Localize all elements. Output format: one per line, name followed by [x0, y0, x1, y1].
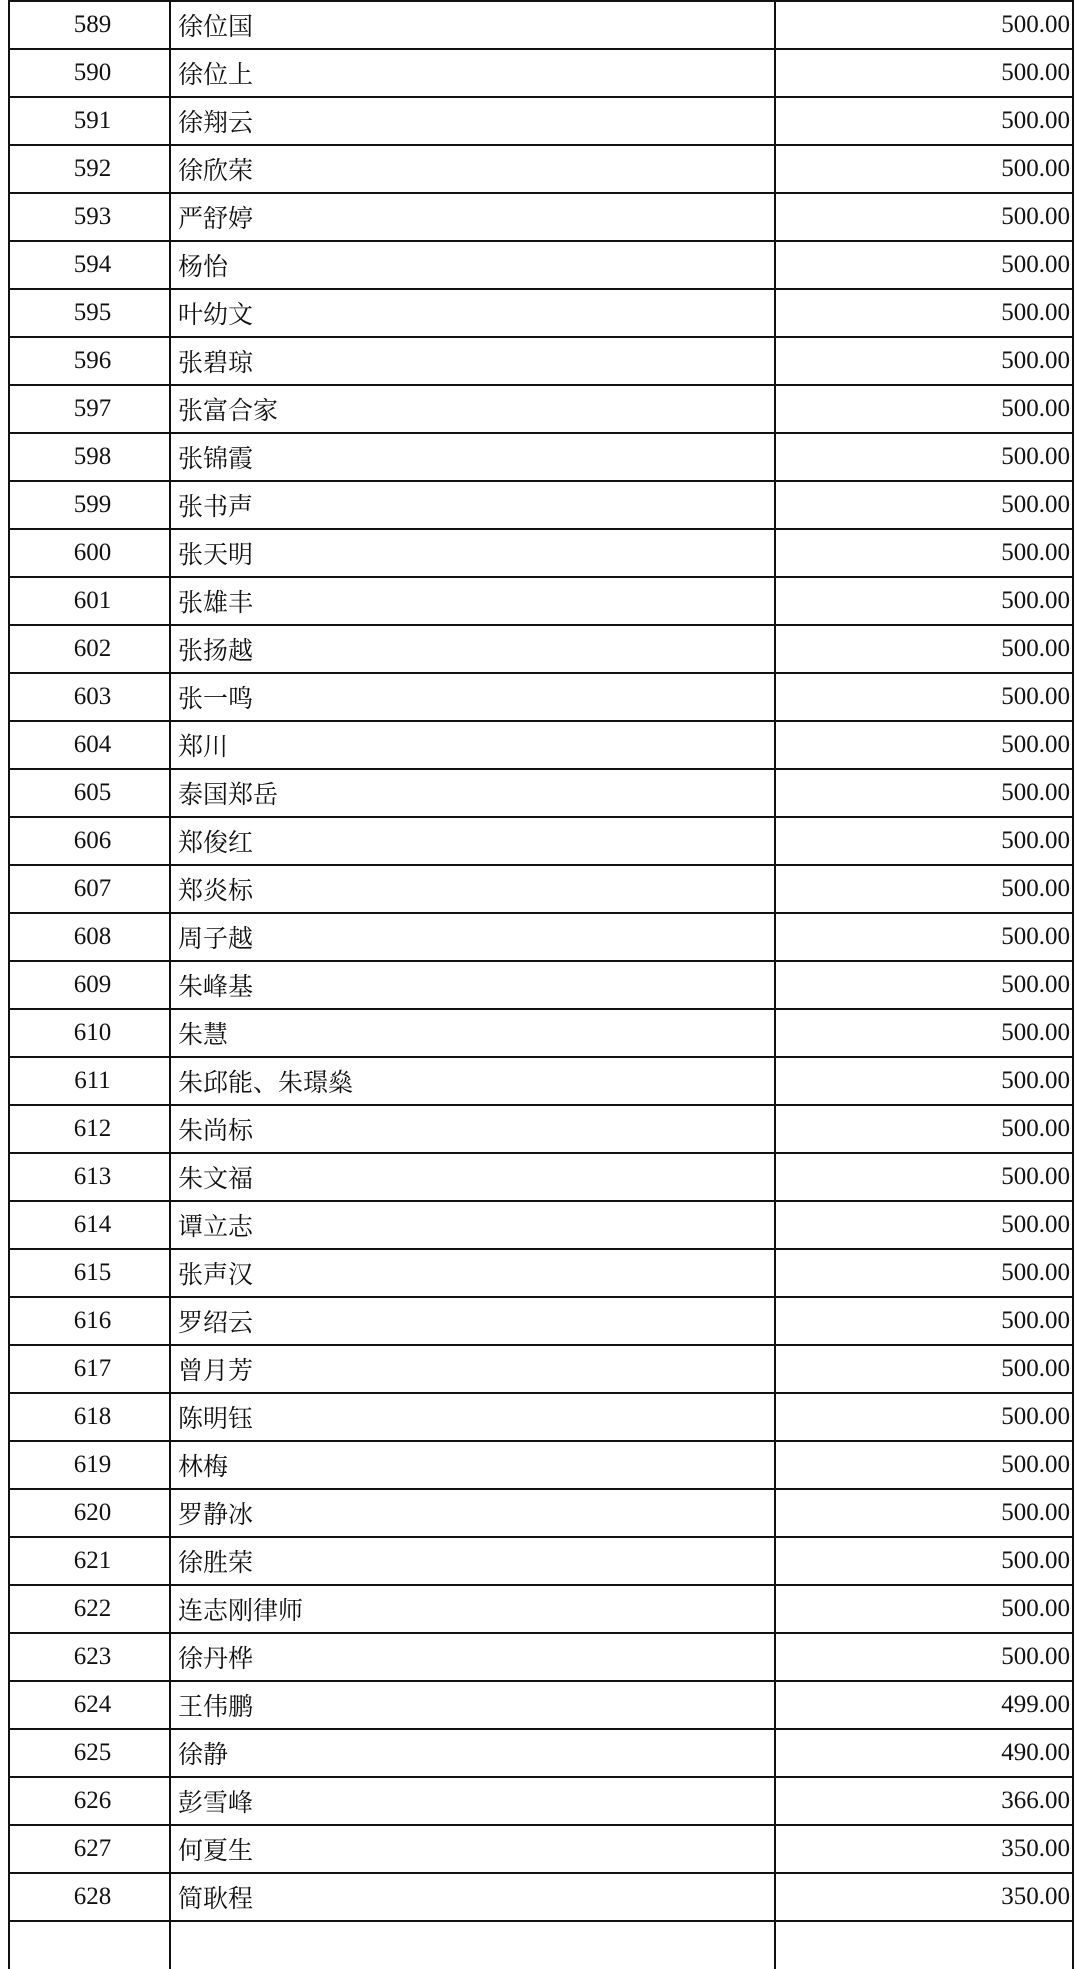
donor-name-cell: 罗静冰 [170, 1489, 775, 1537]
table-row [9, 97, 1073, 145]
donor-name-cell: 张扬越 [170, 625, 775, 673]
donor-name-cell: 张书声 [170, 481, 775, 529]
row-number-cell: 607 [9, 865, 170, 913]
amount-cell: 500.00 [775, 577, 1073, 625]
table-row [9, 1537, 1073, 1585]
table-row [9, 49, 1073, 97]
donor-name-cell: 简耿程 [170, 1873, 775, 1921]
donor-name-cell: 张富合家 [170, 385, 775, 433]
table-row [9, 577, 1073, 625]
table-row [9, 145, 1073, 193]
donor-name-cell: 徐翔云 [170, 97, 775, 145]
table-row [9, 865, 1073, 913]
amount-cell: 500.00 [775, 913, 1073, 961]
row-number-cell: 625 [9, 1729, 170, 1777]
table-row [9, 913, 1073, 961]
donor-name-cell: 林梅 [170, 1441, 775, 1489]
amount-cell: 500.00 [775, 1201, 1073, 1249]
donor-name-cell: 罗绍云 [170, 1297, 775, 1345]
row-number-cell: 618 [9, 1393, 170, 1441]
amount-cell: 500.00 [775, 529, 1073, 577]
amount-cell: 500.00 [775, 97, 1073, 145]
donor-name-cell: 徐欣荣 [170, 145, 775, 193]
table-row [9, 1489, 1073, 1537]
table-row [9, 1249, 1073, 1297]
row-number-cell: 627 [9, 1825, 170, 1873]
table-row [9, 1633, 1073, 1681]
donor-name-cell: 徐位上 [170, 49, 775, 97]
amount-cell: 500.00 [775, 1489, 1073, 1537]
table-row [9, 1, 1073, 49]
row-number-cell: 617 [9, 1345, 170, 1393]
row-number-cell: 602 [9, 625, 170, 673]
donor-name-cell: 郑炎标 [170, 865, 775, 913]
row-number-cell: 596 [9, 337, 170, 385]
amount-cell: 500.00 [775, 1393, 1073, 1441]
amount-cell: 500.00 [775, 337, 1073, 385]
row-number-cell: 616 [9, 1297, 170, 1345]
donor-name-cell: 陈明钰 [170, 1393, 775, 1441]
amount-cell: 500.00 [775, 1009, 1073, 1057]
amount-cell: 500.00 [775, 1105, 1073, 1153]
amount-cell: 500.00 [775, 769, 1073, 817]
donor-name-cell: 朱峰基 [170, 961, 775, 1009]
table-row [9, 1153, 1073, 1201]
table-row [9, 433, 1073, 481]
row-number-cell: 608 [9, 913, 170, 961]
donor-name-cell: 谭立志 [170, 1201, 775, 1249]
table-row [9, 673, 1073, 721]
empty-cell [9, 1921, 170, 1969]
row-number-cell: 601 [9, 577, 170, 625]
table-row [9, 385, 1073, 433]
amount-cell: 500.00 [775, 193, 1073, 241]
amount-cell: 500.00 [775, 241, 1073, 289]
row-number-cell: 620 [9, 1489, 170, 1537]
row-number-cell: 610 [9, 1009, 170, 1057]
empty-cell [775, 1921, 1073, 1969]
donor-name-cell: 周子越 [170, 913, 775, 961]
row-number-cell: 597 [9, 385, 170, 433]
table-row [9, 1441, 1073, 1489]
row-number-cell: 615 [9, 1249, 170, 1297]
row-number-cell: 613 [9, 1153, 170, 1201]
table-row [9, 289, 1073, 337]
row-number-cell: 626 [9, 1777, 170, 1825]
row-number-cell: 612 [9, 1105, 170, 1153]
amount-cell: 350.00 [775, 1873, 1073, 1921]
amount-cell: 500.00 [775, 1441, 1073, 1489]
amount-cell: 500.00 [775, 145, 1073, 193]
table-row [9, 817, 1073, 865]
amount-cell: 490.00 [775, 1729, 1073, 1777]
table-row-cutoff [9, 1921, 1073, 1969]
amount-cell: 500.00 [775, 1, 1073, 49]
empty-cell [170, 1921, 775, 1969]
donor-name-cell: 朱文福 [170, 1153, 775, 1201]
donor-name-cell: 徐位国 [170, 1, 775, 49]
donor-name-cell: 郑俊红 [170, 817, 775, 865]
donor-name-cell: 连志刚律师 [170, 1585, 775, 1633]
donor-name-cell: 徐胜荣 [170, 1537, 775, 1585]
amount-cell: 500.00 [775, 1249, 1073, 1297]
amount-cell: 500.00 [775, 673, 1073, 721]
donor-name-cell: 泰国郑岳 [170, 769, 775, 817]
table-row [9, 769, 1073, 817]
table-row [9, 1681, 1073, 1729]
donor-name-cell: 叶幼文 [170, 289, 775, 337]
row-number-cell: 606 [9, 817, 170, 865]
table-row [9, 193, 1073, 241]
table-row [9, 721, 1073, 769]
table-row [9, 481, 1073, 529]
donor-name-cell: 朱邱能、朱璟燊 [170, 1057, 775, 1105]
amount-cell: 500.00 [775, 1153, 1073, 1201]
row-number-cell: 621 [9, 1537, 170, 1585]
table-row [9, 529, 1073, 577]
row-number-cell: 605 [9, 769, 170, 817]
table-row [9, 1393, 1073, 1441]
row-number-cell: 603 [9, 673, 170, 721]
donor-name-cell: 朱尚标 [170, 1105, 775, 1153]
amount-cell: 500.00 [775, 1345, 1073, 1393]
amount-cell: 500.00 [775, 385, 1073, 433]
amount-cell: 500.00 [775, 625, 1073, 673]
donor-name-cell: 张天明 [170, 529, 775, 577]
donor-name-cell: 徐丹桦 [170, 1633, 775, 1681]
table-row [9, 1873, 1073, 1921]
table-row [9, 1105, 1073, 1153]
row-number-cell: 591 [9, 97, 170, 145]
donor-name-cell: 张声汉 [170, 1249, 775, 1297]
table-row [9, 1057, 1073, 1105]
donor-name-cell: 何夏生 [170, 1825, 775, 1873]
donor-name-cell: 曾月芳 [170, 1345, 775, 1393]
donation-table [8, 0, 1074, 1969]
donor-name-cell: 张雄丰 [170, 577, 775, 625]
table-row [9, 1729, 1073, 1777]
row-number-cell: 623 [9, 1633, 170, 1681]
amount-cell: 500.00 [775, 961, 1073, 1009]
row-number-cell: 589 [9, 1, 170, 49]
donor-name-cell: 张一鸣 [170, 673, 775, 721]
amount-cell: 500.00 [775, 1297, 1073, 1345]
row-number-cell: 595 [9, 289, 170, 337]
row-number-cell: 592 [9, 145, 170, 193]
amount-cell: 499.00 [775, 1681, 1073, 1729]
row-number-cell: 594 [9, 241, 170, 289]
donor-name-cell: 张碧琼 [170, 337, 775, 385]
row-number-cell: 599 [9, 481, 170, 529]
table-body [9, 1, 1073, 1969]
row-number-cell: 590 [9, 49, 170, 97]
table-row [9, 1297, 1073, 1345]
row-number-cell: 614 [9, 1201, 170, 1249]
donor-name-cell: 徐静 [170, 1729, 775, 1777]
donor-name-cell: 彭雪峰 [170, 1777, 775, 1825]
table-row [9, 337, 1073, 385]
amount-cell: 350.00 [775, 1825, 1073, 1873]
amount-cell: 500.00 [775, 289, 1073, 337]
amount-cell: 500.00 [775, 1537, 1073, 1585]
donor-name-cell: 王伟鹏 [170, 1681, 775, 1729]
donor-name-cell: 郑川 [170, 721, 775, 769]
table-row [9, 961, 1073, 1009]
row-number-cell: 622 [9, 1585, 170, 1633]
table-row [9, 1777, 1073, 1825]
row-number-cell: 624 [9, 1681, 170, 1729]
amount-cell: 500.00 [775, 1585, 1073, 1633]
table-row [9, 625, 1073, 673]
table-row [9, 1345, 1073, 1393]
table-row [9, 241, 1073, 289]
row-number-cell: 600 [9, 529, 170, 577]
table-row [9, 1585, 1073, 1633]
row-number-cell: 604 [9, 721, 170, 769]
amount-cell: 500.00 [775, 1633, 1073, 1681]
row-number-cell: 611 [9, 1057, 170, 1105]
donor-name-cell: 朱慧 [170, 1009, 775, 1057]
table-row [9, 1201, 1073, 1249]
donor-name-cell: 杨怡 [170, 241, 775, 289]
table-row [9, 1825, 1073, 1873]
amount-cell: 366.00 [775, 1777, 1073, 1825]
row-number-cell: 609 [9, 961, 170, 1009]
amount-cell: 500.00 [775, 721, 1073, 769]
donor-name-cell: 张锦霞 [170, 433, 775, 481]
row-number-cell: 598 [9, 433, 170, 481]
amount-cell: 500.00 [775, 433, 1073, 481]
table-row [9, 1009, 1073, 1057]
amount-cell: 500.00 [775, 481, 1073, 529]
row-number-cell: 619 [9, 1441, 170, 1489]
amount-cell: 500.00 [775, 1057, 1073, 1105]
amount-cell: 500.00 [775, 865, 1073, 913]
row-number-cell: 628 [9, 1873, 170, 1921]
amount-cell: 500.00 [775, 817, 1073, 865]
row-number-cell: 593 [9, 193, 170, 241]
amount-cell: 500.00 [775, 49, 1073, 97]
donor-name-cell: 严舒婷 [170, 193, 775, 241]
